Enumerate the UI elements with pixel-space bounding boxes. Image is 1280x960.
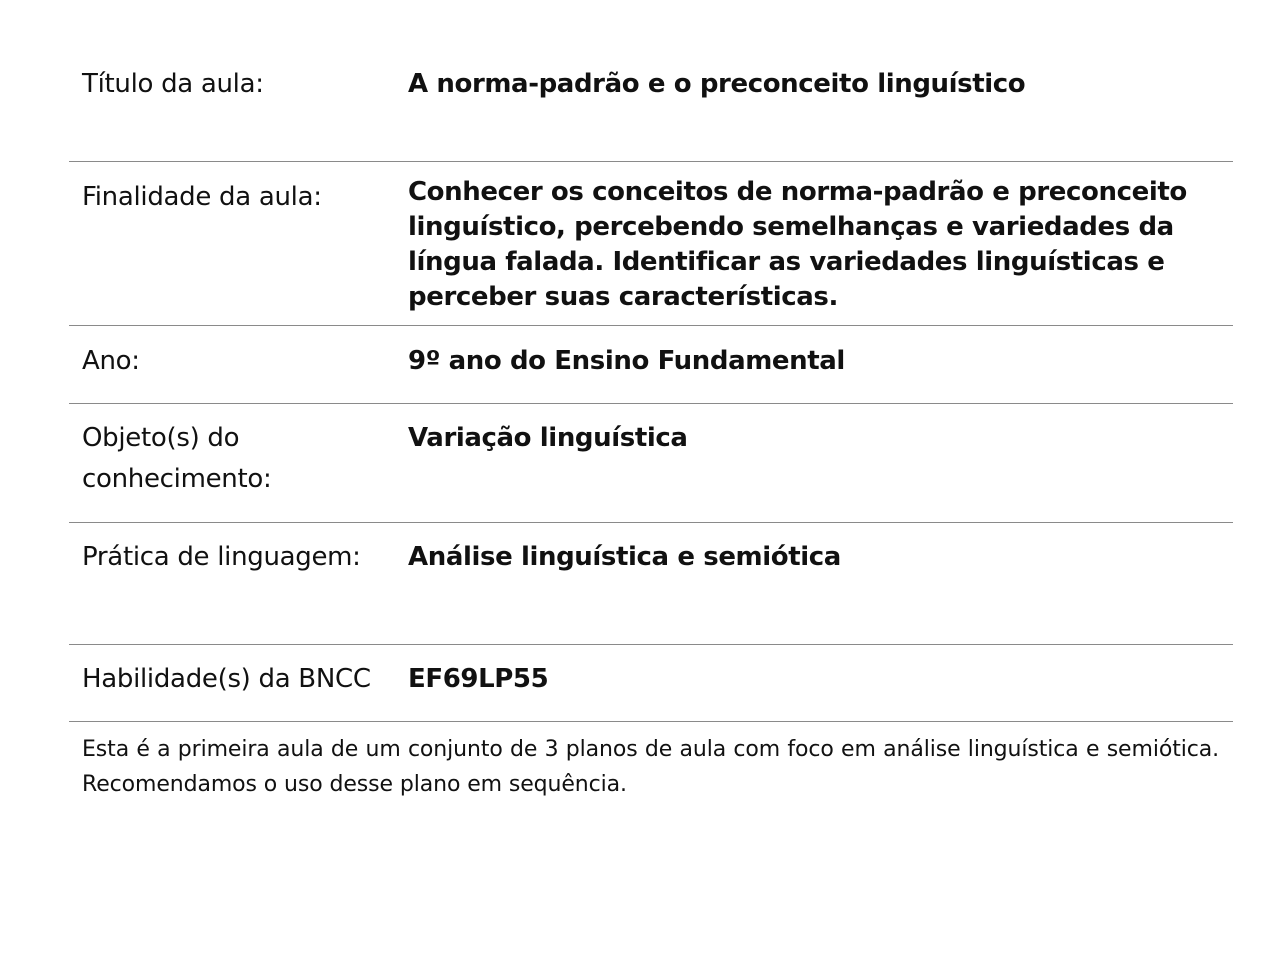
value-pratica: Análise linguística e semiótica xyxy=(408,542,841,572)
row-pratica xyxy=(69,523,1233,645)
label-titulo: Título da aula: xyxy=(82,69,264,99)
label-ano: Ano: xyxy=(82,346,140,376)
sequence-note: Esta é a primeira aula de um conjunto de 3 planos de aula com foco em análise linguística e semiótica. Recomendamos o uso desse plano em sequência. xyxy=(82,737,1219,797)
row-titulo xyxy=(69,0,1233,162)
row-objeto xyxy=(69,404,1233,523)
row-finalidade xyxy=(69,162,1233,326)
label-habilidade: Habilidade(s) da BNCC xyxy=(82,664,371,694)
label-finalidade: Finalidade da aula: xyxy=(82,182,322,212)
value-objeto: Variação linguística xyxy=(408,423,688,453)
label-objeto: Objeto(s) do conhecimento: xyxy=(82,423,272,494)
row-habilidade xyxy=(69,645,1233,722)
label-pratica: Prática de linguagem: xyxy=(82,542,361,572)
value-titulo: A norma-padrão e o preconceito linguístico xyxy=(408,69,1026,99)
value-habilidade: EF69LP55 xyxy=(408,664,549,694)
value-ano: 9º ano do Ensino Fundamental xyxy=(408,346,845,376)
value-finalidade: Conhecer os conceitos de norma-padrão e preconceito linguístico, percebendo semelhanças e variedades da língua falada. Identificar as variedades linguísticas e perceber suas características. xyxy=(408,177,1187,312)
row-ano xyxy=(69,326,1233,404)
